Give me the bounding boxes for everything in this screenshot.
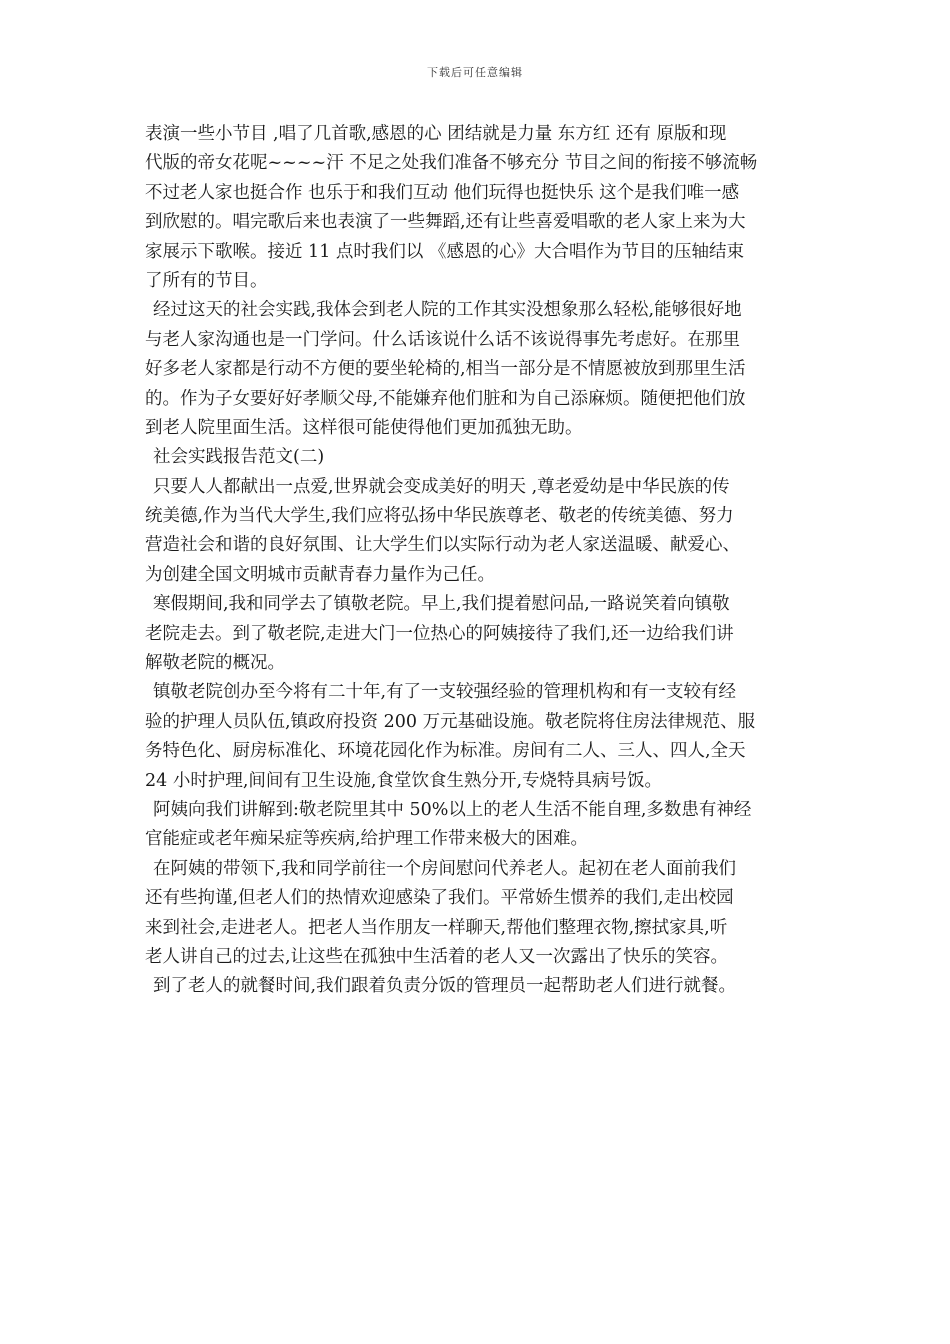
text-line: 家展示下歌喉。接近 11 点时我们以 《感恩的心》大合唱作为节目的压轴结束 bbox=[145, 241, 744, 262]
text-line: 只要人人都献出一点爱,世界就会变成美好的明天 ,尊老爱幼是中华民族的传 bbox=[153, 476, 730, 497]
text-line: 在阿姨的带领下,我和同学前往一个房间慰问代养老人。起初在老人面前我们 bbox=[153, 858, 737, 879]
text-line: 经过这天的社会实践,我体会到老人院的工作其实没想象那么轻松,能够很好地 bbox=[153, 300, 742, 321]
text-line: 不过老人家也挺合作 也乐于和我们互动 他们玩得也挺快乐 这个是我们唯一感 bbox=[145, 182, 740, 203]
text-line: 务特色化、厨房标准化、环境花园化作为标准。房间有二人、三人、四人,全天 bbox=[145, 741, 746, 762]
text-line: 还有些拘谨,但老人们的热情欢迎感染了我们。平常娇生惯养的我们,走出校园 bbox=[145, 888, 734, 909]
document-body bbox=[145, 120, 813, 1002]
section-heading: 社会实践报告范文(二) bbox=[153, 447, 325, 468]
text-line: 官能症或老年痴呆症等疾病,给护理工作带来极大的困难。 bbox=[145, 829, 589, 850]
text-line: 表演一些小节目 ,唱了几首歌,感恩的心 团结就是力量 东方红 还有 原版和现 bbox=[145, 124, 727, 144]
text-line: 来到社会,走进老人。把老人当作朋友一样聊天,帮他们整理衣物,擦拭家具,听 bbox=[145, 917, 728, 938]
text-line: 代版的帝女花呢~~~~汗 不足之处我们准备不够充分 节目之间的衔接不够流畅 bbox=[145, 153, 758, 174]
text-line: 24 小时护理,间间有卫生设施,食堂饮食生熟分开,专烧特具病号饭。 bbox=[145, 770, 663, 791]
text-line: 与老人家沟通也是一门学问。什么话该说什么话不该说得事先考虑好。在那里 bbox=[145, 329, 740, 350]
text-line: 到欣慰的。唱完歌后来也表演了一些舞蹈,还有让些喜爱唱歌的老人家上来为大 bbox=[145, 212, 746, 233]
text-line: 解敬老院的概况。 bbox=[145, 653, 285, 674]
text-line: 寒假期间,我和同学去了镇敬老院。早上,我们提着慰问品,一路说笑着向镇敬 bbox=[153, 594, 730, 615]
text-line: 了所有的节目。 bbox=[145, 270, 268, 291]
text-line: 老人讲自己的过去,让这些在孤独中生活着的老人又一次露出了快乐的笑容。 bbox=[145, 946, 729, 967]
text-line: 好多老人家都是行动不方便的要坐轮椅的,相当一部分是不情愿被放到那里生活 bbox=[145, 359, 746, 380]
text-line: 为创建全国文明城市贡献青春力量作为己任。 bbox=[145, 564, 495, 585]
text-line: 阿姨向我们讲解到:敬老院里其中 50%以上的老人生活不能自理,多数患有神经 bbox=[153, 799, 752, 820]
text-line: 统美德,作为当代大学生,我们应将弘扬中华民族尊老、敬老的传统美德、努力 bbox=[145, 506, 734, 527]
text-line: 到了老人的就餐时间,我们跟着负责分饭的管理员一起帮助老人们进行就餐。 bbox=[153, 976, 737, 997]
text-line: 营造社会和谐的良好氛围、让大学生们以实际行动为老人家送温暖、献爱心、 bbox=[145, 535, 740, 556]
text-line: 的。作为子女要好好孝顺父母,不能嫌弃他们脏和为自己添麻烦。随便把他们放 bbox=[145, 388, 746, 409]
text-line: 到老人院里面生活。这样很可能使得他们更加孤独无助。 bbox=[145, 417, 583, 438]
text-line: 镇敬老院创办至今将有二十年,有了一支较强经验的管理机构和有一支较有经 bbox=[153, 682, 737, 703]
page-header: 下载后可任意编辑 bbox=[427, 66, 523, 79]
text-line: 老院走去。到了敬老院,走进大门一位热心的阿姨接待了我们,还一边给我们讲 bbox=[145, 623, 734, 644]
text-line: 验的护理人员队伍,镇政府投资 200 万元基础设施。敬老院将住房法律规范、服 bbox=[145, 711, 756, 732]
